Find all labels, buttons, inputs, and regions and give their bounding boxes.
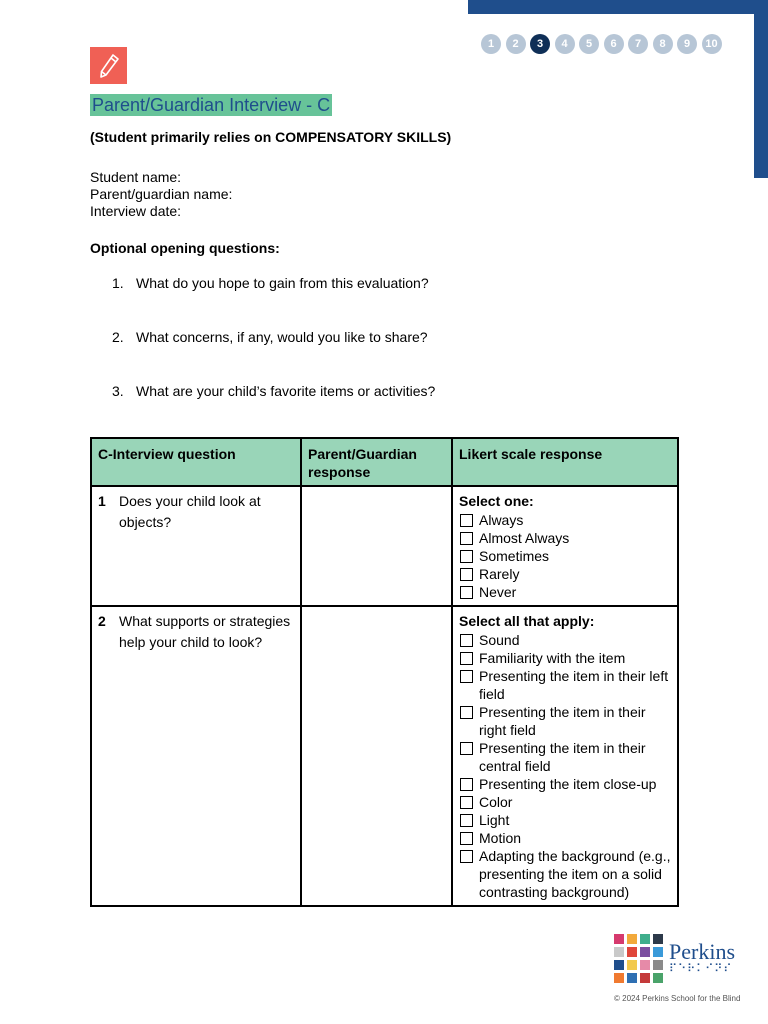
list-item-text: What do you hope to gain from this evaluation?: [136, 275, 429, 291]
checkbox-label: Almost Always: [479, 530, 570, 546]
checkbox-label: Always: [479, 512, 524, 528]
checkbox-label: Sound: [479, 632, 520, 648]
checkbox-label: Familiarity with the item: [479, 650, 626, 666]
question-cell: [91, 486, 301, 606]
brand-name: Perkins: [669, 939, 735, 964]
checkbox-icon[interactable]: [460, 532, 473, 545]
list-item: [112, 383, 435, 399]
checkbox-label: Presenting the item in their right field: [479, 704, 646, 738]
checkbox-option[interactable]: [459, 847, 671, 901]
checkbox-icon[interactable]: [460, 550, 473, 563]
response-cell[interactable]: [301, 486, 452, 606]
side-accent-bar: [754, 0, 768, 178]
checkbox-option[interactable]: [459, 529, 671, 547]
page-navigation: [481, 34, 722, 54]
braille-text: ⠏⠑⠗⠅⠊⠝⠎: [669, 962, 733, 975]
interview-fields: [90, 169, 232, 220]
question-number: 1: [98, 493, 106, 509]
checkbox-icon[interactable]: [460, 586, 473, 599]
list-item-number: 2.: [112, 329, 124, 345]
column-header: Likert scale response: [452, 438, 678, 486]
page-dot-6[interactable]: 6: [604, 34, 624, 54]
likert-cell: [452, 486, 678, 606]
checkbox-label: Never: [479, 584, 517, 600]
checkbox-icon[interactable]: [460, 670, 473, 683]
checkbox-label: Rarely: [479, 566, 520, 582]
table-header-row: [91, 438, 678, 486]
page-dot-9[interactable]: 9: [677, 34, 697, 54]
question-number: 2: [98, 613, 106, 629]
select-label: Select one:: [459, 493, 534, 509]
checkbox-option[interactable]: [459, 793, 671, 811]
checkbox-icon[interactable]: [460, 568, 473, 581]
checkbox-icon[interactable]: [460, 832, 473, 845]
question-text: Does your child look at objects?: [119, 493, 261, 530]
checkbox-icon[interactable]: [460, 742, 473, 755]
checkbox-icon[interactable]: [460, 796, 473, 809]
checkbox-label: Sometimes: [479, 548, 550, 564]
page-dot-2[interactable]: 2: [506, 34, 526, 54]
perkins-logo: [614, 934, 735, 983]
list-item: [112, 275, 429, 291]
page-dot-5[interactable]: 5: [579, 34, 599, 54]
list-item: [112, 329, 428, 345]
checkbox-option[interactable]: [459, 547, 671, 565]
student-name-field: Student name:: [90, 169, 182, 185]
parent-name-field: Parent/guardian name:: [90, 186, 233, 202]
list-item-text: What are your child’s favorite items or activities?: [136, 383, 436, 399]
checkbox-option[interactable]: [459, 703, 671, 739]
checkbox-label: Presenting the item in their left field: [479, 668, 669, 702]
checkbox-option[interactable]: [459, 649, 671, 667]
column-header: Parent/Guardian response: [301, 438, 452, 486]
checkbox-option[interactable]: [459, 811, 671, 829]
list-item-number: 1.: [112, 275, 124, 291]
page-dot-8[interactable]: 8: [653, 34, 673, 54]
interview-table: [90, 437, 679, 907]
checkbox-option[interactable]: [459, 829, 671, 847]
page-subtitle: (Student primarily relies on COMPENSATORY SKILLS): [90, 129, 452, 145]
checkbox-option[interactable]: [459, 775, 671, 793]
checkbox-icon[interactable]: [460, 778, 473, 791]
page-dot-3[interactable]: 3: [530, 34, 550, 54]
page-dot-7[interactable]: 7: [628, 34, 648, 54]
logo-mosaic: [614, 934, 663, 983]
checkbox-option[interactable]: [459, 511, 671, 529]
question-cell: [91, 606, 301, 906]
checkbox-label: Light: [479, 812, 510, 828]
checkbox-option[interactable]: [459, 631, 671, 649]
checkbox-icon[interactable]: [460, 814, 473, 827]
select-label: Select all that apply:: [459, 613, 595, 629]
checkbox-option[interactable]: [459, 667, 671, 703]
list-item-text: What concerns, if any, would you like to share?: [136, 329, 428, 345]
page-title: Parent/Guardian Interview - C: [92, 95, 331, 115]
checkbox-label: Motion: [479, 830, 522, 846]
checkbox-icon[interactable]: [460, 652, 473, 665]
checkbox-icon[interactable]: [460, 706, 473, 719]
interview-date-field: Interview date:: [90, 203, 182, 219]
checkbox-label: Color: [479, 794, 513, 810]
checkbox-icon[interactable]: [460, 514, 473, 527]
options-list: [459, 631, 671, 901]
copyright: © 2024 Perkins School for the Blind: [614, 994, 741, 1003]
checkbox-icon[interactable]: [460, 634, 473, 647]
checkbox-label: Presenting the item close-up: [479, 776, 657, 792]
list-item-number: 3.: [112, 383, 124, 399]
checkbox-option[interactable]: [459, 739, 671, 775]
checkbox-option[interactable]: [459, 583, 671, 601]
checkbox-icon[interactable]: [460, 850, 473, 863]
options-list: [459, 511, 671, 601]
likert-cell: [452, 606, 678, 906]
table-row: [91, 486, 678, 606]
opening-questions-heading: Optional opening questions:: [90, 240, 280, 256]
question-text: What supports or strategies help your child to look?: [119, 613, 291, 650]
page-dot-4[interactable]: 4: [555, 34, 575, 54]
page-dot-1[interactable]: 1: [481, 34, 501, 54]
top-accent-bar: [468, 0, 768, 14]
table-row: [91, 606, 678, 906]
column-header: C-Interview question: [91, 438, 301, 486]
response-cell[interactable]: [301, 606, 452, 906]
pencil-icon: [90, 47, 127, 84]
checkbox-label: Adapting the background (e.g., presenting the item on a solid contrasting background): [479, 848, 671, 900]
checkbox-label: Presenting the item in their central field: [479, 740, 646, 774]
page-dot-10[interactable]: 10: [702, 34, 722, 54]
checkbox-option[interactable]: [459, 565, 671, 583]
